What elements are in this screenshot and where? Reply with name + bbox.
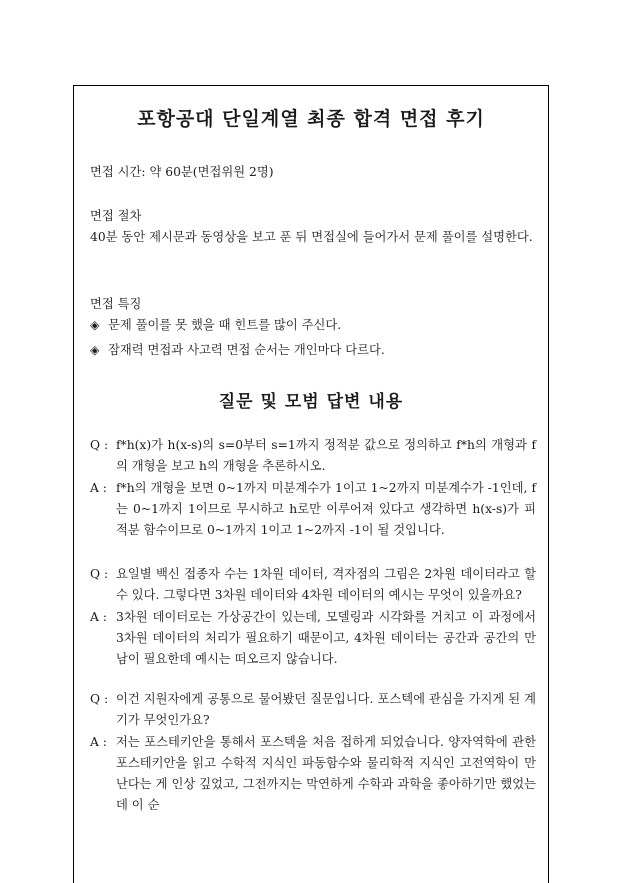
answer-label: A : bbox=[90, 481, 107, 495]
diamond-bullet-icon: ◈ bbox=[90, 343, 100, 357]
answer-label: A : bbox=[90, 735, 107, 749]
procedure-heading: 면접 절차 bbox=[90, 209, 142, 223]
procedure-text: 40분 동안 제시문과 동영상을 보고 푼 뒤 면접실에 들어가서 문제 풀이를 설명한다. bbox=[90, 230, 533, 244]
document-frame bbox=[73, 85, 549, 883]
question-text: 이건 지원자에게 공통으로 물어봤던 질문입니다. 포스텍에 관심을 가지게 된 계기가 무엇인가요? bbox=[116, 692, 536, 727]
feature-text: 문제 풀이를 못 했을 때 힌트를 많이 주신다. bbox=[108, 318, 342, 332]
question-text: 요일별 백신 접종자 수는 1차원 데이터, 격자점의 그림은 2차원 데이터라고 할 수 있다. 그렇다면 3차원 데이터와 4차원 데이터의 예시는 무엇이 있을까요? bbox=[116, 567, 536, 602]
feature-text: 잠재력 면접과 사고력 면접 순서는 개인마다 다르다. bbox=[108, 343, 385, 357]
answer-label: A : bbox=[90, 610, 107, 624]
answer-text: 3차원 데이터로는 가상공간이 있는데, 모델링과 시각화를 거치고 이 과정에서 3차원 데이터의 처리가 필요하기 때문이고, 4차원 데이터는 공간과 공간의 만남이 필요한데 예시는 떠오르지 않습니다. bbox=[116, 610, 536, 666]
diamond-bullet-icon: ◈ bbox=[90, 318, 100, 332]
answer bbox=[90, 478, 536, 541]
question bbox=[90, 689, 536, 731]
question-label: Q : bbox=[90, 438, 109, 452]
question-label: Q : bbox=[90, 567, 109, 581]
answer bbox=[90, 732, 536, 816]
question bbox=[90, 564, 536, 606]
features-heading: 면접 특징 bbox=[90, 297, 142, 311]
question-label: Q : bbox=[90, 692, 109, 706]
feature-item bbox=[90, 340, 536, 361]
interview-time: 면접 시간: 약 60분(면접위원 2명) bbox=[90, 165, 274, 179]
qa-heading: 질문 및 모범 답변 내용 bbox=[218, 392, 404, 412]
answer bbox=[90, 607, 536, 670]
question-text: f*h(x)가 h(x-s)의 s=0부터 s=1까지 정적분 값으로 정의하고 f*h의 개형과 f의 개형을 보고 h의 개형을 추론하시오. bbox=[116, 438, 536, 473]
feature-item bbox=[90, 315, 536, 336]
answer-text: f*h의 개형을 보면 0~1까지 미분계수가 1이고 1~2까지 미분계수가 -1인데, f는 0~1까지 1이므로 무시하고 h로만 이루어져 있다고 생각하면 h(x-s)가 피적분 함수이므로 0~1까지 1이고 1~2까지 -1이 될 것입니다. bbox=[116, 481, 536, 537]
document-title: 포항공대 단일계열 최종 합격 면접 후기 bbox=[137, 108, 485, 130]
question bbox=[90, 435, 536, 477]
answer-text: 저는 포스테키안을 통해서 포스텍을 처음 접하게 되었습니다. 양자역학에 관한 포스테키안을 읽고 수학적 지식인 파동함수와 물리학적 지식인 고전역학이 만난다는 게 인상 깊었고, 그전까지는 막연하게 수학과 과학을 좋아하기만 했었는데 이 순 bbox=[116, 735, 536, 812]
